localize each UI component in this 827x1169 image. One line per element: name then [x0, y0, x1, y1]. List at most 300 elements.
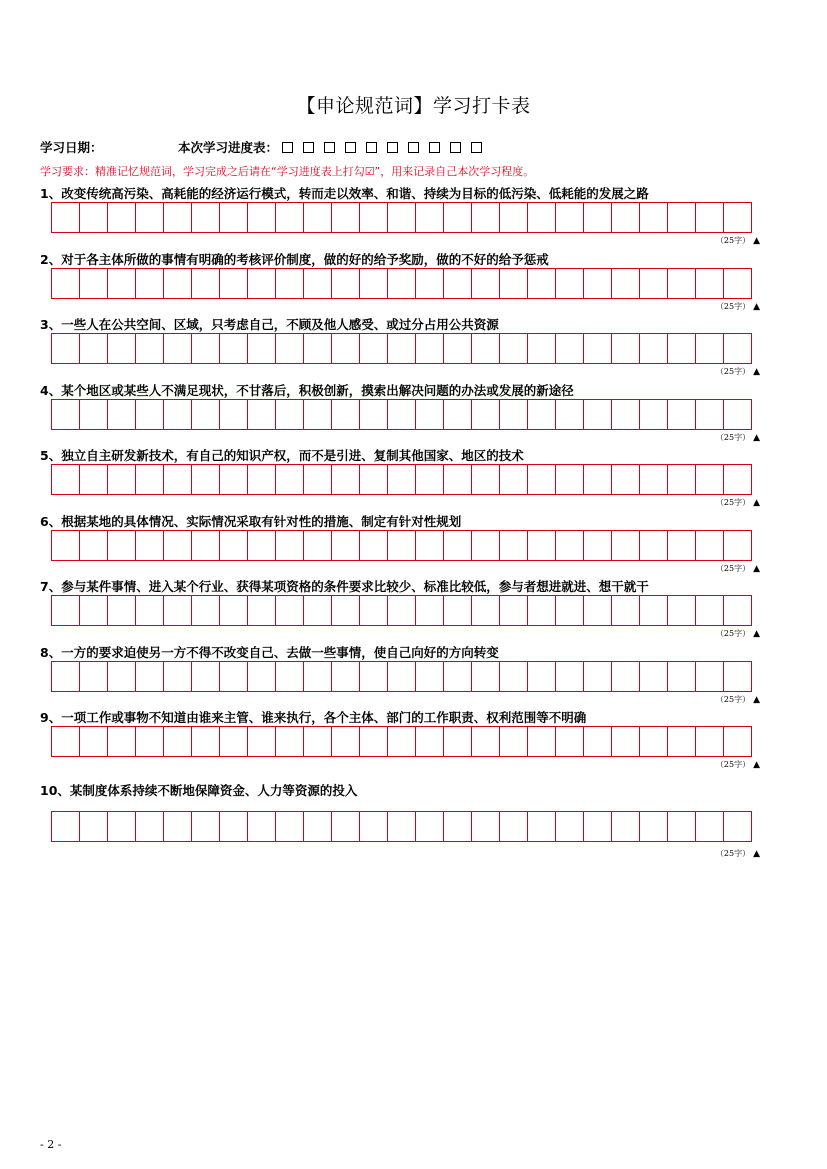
char-count-label: （25字）: [715, 564, 751, 573]
answer-cell[interactable]: [360, 334, 388, 364]
char-count-label: （25字）: [715, 498, 751, 507]
answer-cell[interactable]: [668, 727, 696, 757]
answer-cell[interactable]: [360, 812, 388, 842]
answer-cell[interactable]: [164, 465, 192, 495]
answer-cell[interactable]: [472, 531, 500, 561]
answer-cell[interactable]: [724, 727, 752, 757]
answer-cell[interactable]: [612, 465, 640, 495]
answer-cell[interactable]: [640, 812, 668, 842]
char-count: [716, 628, 760, 639]
answer-cell[interactable]: [332, 812, 360, 842]
study-requirement: 学习要求：精准记忆规范词，学习完成之后请在“学习进度表上打勾☑”，用来记录自己本次学习程度。: [40, 165, 535, 178]
answer-cell[interactable]: [724, 596, 752, 626]
answer-cell[interactable]: [416, 596, 444, 626]
answer-cell[interactable]: [388, 812, 416, 842]
char-count-label: （25字）: [715, 236, 751, 245]
answer-cell[interactable]: [388, 203, 416, 233]
answer-cell[interactable]: [696, 727, 724, 757]
answer-cell[interactable]: [220, 596, 248, 626]
answer-cell[interactable]: [136, 465, 164, 495]
answer-cell[interactable]: [640, 334, 668, 364]
answer-cell[interactable]: [108, 596, 136, 626]
char-count-label: （25字）: [715, 433, 751, 442]
answer-cell[interactable]: [304, 596, 332, 626]
answer-cell[interactable]: [80, 400, 108, 430]
answer-cell[interactable]: [108, 727, 136, 757]
char-count: [716, 848, 760, 859]
answer-cell[interactable]: [108, 531, 136, 561]
answer-cell[interactable]: [528, 203, 556, 233]
answer-cell[interactable]: [668, 662, 696, 692]
answer-cell[interactable]: [472, 662, 500, 692]
answer-cell[interactable]: [444, 727, 472, 757]
answer-cell[interactable]: [248, 400, 276, 430]
answer-cell[interactable]: [416, 662, 444, 692]
answer-cell[interactable]: [612, 531, 640, 561]
progress-checkboxes: [278, 142, 492, 153]
answer-cell[interactable]: [192, 465, 220, 495]
answer-cell[interactable]: [612, 662, 640, 692]
answer-cell[interactable]: [332, 465, 360, 495]
answer-cell[interactable]: [332, 596, 360, 626]
progress-checkbox[interactable]: [345, 142, 356, 153]
answer-cell[interactable]: [724, 812, 752, 842]
answer-cell[interactable]: [332, 334, 360, 364]
answer-cell[interactable]: [528, 596, 556, 626]
answer-cell[interactable]: [640, 596, 668, 626]
answer-cell[interactable]: [696, 596, 724, 626]
answer-cell[interactable]: [164, 662, 192, 692]
answer-cell[interactable]: [80, 465, 108, 495]
answer-cell[interactable]: [304, 727, 332, 757]
triangle-icon: ▲: [753, 760, 760, 770]
answer-cell[interactable]: [52, 465, 80, 495]
answer-cell[interactable]: [528, 812, 556, 842]
answer-cell[interactable]: [52, 269, 80, 299]
answer-cell[interactable]: [444, 400, 472, 430]
answer-cell[interactable]: [136, 727, 164, 757]
answer-cell[interactable]: [304, 531, 332, 561]
answer-grid: [51, 399, 752, 430]
answer-cell[interactable]: [556, 269, 584, 299]
answer-cell[interactable]: [52, 531, 80, 561]
answer-cell[interactable]: [52, 203, 80, 233]
answer-grid: [51, 811, 752, 842]
progress-checkbox[interactable]: [366, 142, 377, 153]
answer-cell[interactable]: [192, 596, 220, 626]
answer-cell[interactable]: [416, 727, 444, 757]
answer-cell[interactable]: [472, 334, 500, 364]
answer-cell[interactable]: [584, 662, 612, 692]
progress-checkbox[interactable]: [282, 142, 293, 153]
answer-cell[interactable]: [696, 465, 724, 495]
answer-cell[interactable]: [472, 465, 500, 495]
answer-cell[interactable]: [500, 812, 528, 842]
answer-cell[interactable]: [696, 400, 724, 430]
answer-cell[interactable]: [108, 269, 136, 299]
question-text: 10、某制度体系持续不断地保障资金、人力等资源的投入: [40, 783, 358, 798]
answer-cell[interactable]: [416, 812, 444, 842]
answer-cell[interactable]: [304, 334, 332, 364]
answer-cell[interactable]: [472, 596, 500, 626]
progress-checkbox[interactable]: [429, 142, 440, 153]
question-text: 3、一些人在公共空间、区域，只考虑自己，不顾及他人感受、或过分占用公共资源: [40, 317, 499, 332]
answer-cell[interactable]: [192, 334, 220, 364]
answer-cell[interactable]: [416, 400, 444, 430]
answer-cell[interactable]: [248, 812, 276, 842]
answer-cell[interactable]: [80, 531, 108, 561]
answer-cell[interactable]: [528, 662, 556, 692]
answer-cell[interactable]: [584, 531, 612, 561]
answer-cell[interactable]: [136, 662, 164, 692]
answer-cell[interactable]: [500, 662, 528, 692]
answer-cell[interactable]: [220, 662, 248, 692]
answer-cell[interactable]: [584, 812, 612, 842]
answer-cell[interactable]: [444, 269, 472, 299]
answer-cell[interactable]: [668, 203, 696, 233]
answer-cell[interactable]: [668, 812, 696, 842]
answer-cell[interactable]: [220, 531, 248, 561]
answer-cell[interactable]: [164, 596, 192, 626]
answer-cell[interactable]: [108, 812, 136, 842]
triangle-icon: ▲: [753, 302, 760, 312]
answer-cell[interactable]: [528, 727, 556, 757]
answer-cell[interactable]: [528, 531, 556, 561]
answer-cell[interactable]: [640, 531, 668, 561]
answer-cell[interactable]: [668, 400, 696, 430]
answer-cell[interactable]: [192, 269, 220, 299]
answer-cell[interactable]: [304, 812, 332, 842]
answer-cell[interactable]: [276, 727, 304, 757]
answer-cell[interactable]: [80, 203, 108, 233]
answer-cell[interactable]: [276, 531, 304, 561]
answer-cell[interactable]: [248, 203, 276, 233]
answer-cell[interactable]: [52, 812, 80, 842]
char-count: [716, 563, 760, 574]
answer-cell[interactable]: [528, 334, 556, 364]
answer-cell[interactable]: [332, 400, 360, 430]
answer-grid: [51, 530, 752, 561]
answer-cell[interactable]: [584, 400, 612, 430]
answer-cell[interactable]: [108, 334, 136, 364]
answer-cell[interactable]: [416, 269, 444, 299]
answer-cell[interactable]: [136, 400, 164, 430]
answer-cell[interactable]: [444, 465, 472, 495]
answer-cell[interactable]: [108, 662, 136, 692]
char-count: [716, 759, 760, 770]
answer-cell[interactable]: [668, 465, 696, 495]
answer-cell[interactable]: [52, 400, 80, 430]
answer-cell[interactable]: [136, 596, 164, 626]
answer-cell[interactable]: [164, 203, 192, 233]
answer-cell[interactable]: [584, 203, 612, 233]
answer-cell[interactable]: [472, 203, 500, 233]
answer-cell[interactable]: [388, 596, 416, 626]
answer-cell[interactable]: [164, 812, 192, 842]
answer-cell[interactable]: [360, 662, 388, 692]
answer-cell[interactable]: [80, 269, 108, 299]
answer-cell[interactable]: [276, 662, 304, 692]
answer-cell[interactable]: [136, 531, 164, 561]
answer-cell[interactable]: [612, 596, 640, 626]
answer-cell[interactable]: [360, 465, 388, 495]
answer-cell[interactable]: [52, 662, 80, 692]
answer-cell[interactable]: [80, 812, 108, 842]
answer-cell[interactable]: [640, 662, 668, 692]
answer-cell[interactable]: [388, 400, 416, 430]
answer-cell[interactable]: [528, 269, 556, 299]
answer-cell[interactable]: [724, 531, 752, 561]
answer-cell[interactable]: [304, 400, 332, 430]
answer-cell[interactable]: [724, 465, 752, 495]
answer-cell[interactable]: [248, 465, 276, 495]
answer-cell[interactable]: [500, 400, 528, 430]
answer-cell[interactable]: [612, 812, 640, 842]
answer-cell[interactable]: [724, 269, 752, 299]
answer-cell[interactable]: [360, 400, 388, 430]
answer-cell[interactable]: [248, 727, 276, 757]
answer-cell[interactable]: [444, 596, 472, 626]
answer-cell[interactable]: [556, 400, 584, 430]
answer-cell[interactable]: [640, 400, 668, 430]
answer-cell[interactable]: [416, 531, 444, 561]
answer-cell[interactable]: [556, 465, 584, 495]
answer-cell[interactable]: [668, 269, 696, 299]
answer-cell[interactable]: [696, 203, 724, 233]
answer-cell[interactable]: [388, 727, 416, 757]
answer-cell[interactable]: [164, 531, 192, 561]
answer-cell[interactable]: [192, 662, 220, 692]
answer-cell[interactable]: [80, 727, 108, 757]
answer-cell[interactable]: [528, 400, 556, 430]
char-count: [716, 235, 760, 246]
triangle-icon: ▲: [753, 498, 760, 508]
answer-cell[interactable]: [192, 400, 220, 430]
answer-cell[interactable]: [444, 334, 472, 364]
answer-cell[interactable]: [276, 203, 304, 233]
answer-cell[interactable]: [360, 269, 388, 299]
answer-cell[interactable]: [220, 727, 248, 757]
answer-cell[interactable]: [52, 727, 80, 757]
answer-cell[interactable]: [640, 727, 668, 757]
answer-cell[interactable]: [388, 531, 416, 561]
answer-cell[interactable]: [416, 334, 444, 364]
answer-cell[interactable]: [276, 465, 304, 495]
answer-cell[interactable]: [612, 727, 640, 757]
answer-cell[interactable]: [388, 269, 416, 299]
char-count-label: （25字）: [715, 695, 751, 704]
answer-cell[interactable]: [500, 203, 528, 233]
char-count: [716, 301, 760, 312]
answer-cell[interactable]: [304, 465, 332, 495]
answer-cell[interactable]: [612, 334, 640, 364]
answer-cell[interactable]: [724, 334, 752, 364]
answer-cell[interactable]: [640, 465, 668, 495]
answer-cell[interactable]: [500, 334, 528, 364]
answer-cell[interactable]: [276, 334, 304, 364]
answer-cell[interactable]: [136, 334, 164, 364]
answer-cell[interactable]: [584, 596, 612, 626]
answer-cell[interactable]: [220, 465, 248, 495]
answer-cell[interactable]: [668, 596, 696, 626]
progress-label: 本次学习进度表：: [178, 140, 279, 155]
answer-cell[interactable]: [80, 334, 108, 364]
answer-cell[interactable]: [164, 334, 192, 364]
answer-cell[interactable]: [248, 662, 276, 692]
answer-cell[interactable]: [668, 334, 696, 364]
answer-cell[interactable]: [220, 269, 248, 299]
answer-cell[interactable]: [724, 662, 752, 692]
answer-cell[interactable]: [556, 531, 584, 561]
answer-cell[interactable]: [276, 400, 304, 430]
answer-cell[interactable]: [332, 269, 360, 299]
question-text: 8、一方的要求迫使另一方不得不改变自己、去做一些事情，使自己向好的方向转变: [40, 645, 499, 660]
progress-checkbox[interactable]: [408, 142, 419, 153]
answer-cell[interactable]: [416, 465, 444, 495]
answer-grid: [51, 726, 752, 757]
char-count: [716, 432, 760, 443]
answer-cell[interactable]: [472, 812, 500, 842]
answer-cell[interactable]: [192, 203, 220, 233]
answer-cell[interactable]: [584, 727, 612, 757]
char-count-label: （25字）: [715, 302, 751, 311]
answer-cell[interactable]: [360, 203, 388, 233]
answer-cell[interactable]: [584, 465, 612, 495]
answer-cell[interactable]: [276, 269, 304, 299]
answer-cell[interactable]: [80, 596, 108, 626]
answer-cell[interactable]: [360, 531, 388, 561]
answer-cell[interactable]: [136, 203, 164, 233]
answer-grid: [51, 661, 752, 692]
answer-cell[interactable]: [164, 400, 192, 430]
answer-cell[interactable]: [360, 727, 388, 757]
answer-cell[interactable]: [164, 727, 192, 757]
answer-cell[interactable]: [640, 269, 668, 299]
answer-cell[interactable]: [500, 596, 528, 626]
answer-cell[interactable]: [220, 203, 248, 233]
answer-cell[interactable]: [584, 334, 612, 364]
answer-cell[interactable]: [108, 400, 136, 430]
answer-cell[interactable]: [276, 812, 304, 842]
answer-cell[interactable]: [248, 596, 276, 626]
answer-cell[interactable]: [696, 812, 724, 842]
answer-cell[interactable]: [696, 334, 724, 364]
answer-cell[interactable]: [472, 269, 500, 299]
answer-cell[interactable]: [444, 531, 472, 561]
answer-cell[interactable]: [304, 662, 332, 692]
triangle-icon: ▲: [753, 695, 760, 705]
answer-cell[interactable]: [556, 596, 584, 626]
question-text: 5、独立自主研发新技术，有自己的知识产权，而不是引进、复制其他国家、地区的技术: [40, 448, 524, 463]
answer-cell[interactable]: [332, 662, 360, 692]
answer-cell[interactable]: [668, 531, 696, 561]
answer-cell[interactable]: [612, 400, 640, 430]
answer-cell[interactable]: [556, 812, 584, 842]
progress-checkbox[interactable]: [450, 142, 461, 153]
answer-cell[interactable]: [724, 400, 752, 430]
char-count-label: （25字）: [715, 629, 751, 638]
answer-cell[interactable]: [332, 727, 360, 757]
answer-cell[interactable]: [640, 203, 668, 233]
answer-cell[interactable]: [612, 203, 640, 233]
answer-cell[interactable]: [220, 334, 248, 364]
progress-checkbox[interactable]: [387, 142, 398, 153]
answer-cell[interactable]: [136, 812, 164, 842]
triangle-icon: ▲: [753, 849, 760, 859]
answer-cell[interactable]: [108, 203, 136, 233]
answer-cell[interactable]: [248, 269, 276, 299]
answer-cell[interactable]: [500, 531, 528, 561]
answer-cell[interactable]: [192, 812, 220, 842]
answer-cell[interactable]: [304, 203, 332, 233]
answer-cell[interactable]: [444, 812, 472, 842]
answer-cell[interactable]: [724, 203, 752, 233]
answer-grid: [51, 595, 752, 626]
answer-cell[interactable]: [276, 596, 304, 626]
answer-cell[interactable]: [108, 465, 136, 495]
progress-checkbox[interactable]: [471, 142, 482, 153]
answer-grid: [51, 333, 752, 364]
triangle-icon: ▲: [753, 367, 760, 377]
progress-checkbox[interactable]: [324, 142, 335, 153]
triangle-icon: ▲: [753, 564, 760, 574]
answer-cell[interactable]: [248, 334, 276, 364]
answer-cell[interactable]: [500, 727, 528, 757]
answer-cell[interactable]: [444, 662, 472, 692]
answer-cell[interactable]: [192, 531, 220, 561]
answer-cell[interactable]: [416, 203, 444, 233]
answer-cell[interactable]: [248, 531, 276, 561]
answer-cell[interactable]: [304, 269, 332, 299]
answer-cell[interactable]: [220, 812, 248, 842]
question-text: 4、某个地区或某些人不满足现状，不甘落后，积极创新，摸索出解决问题的办法或发展的新途径: [40, 383, 574, 398]
answer-cell[interactable]: [388, 662, 416, 692]
answer-cell[interactable]: [528, 465, 556, 495]
answer-cell[interactable]: [556, 203, 584, 233]
answer-cell[interactable]: [332, 531, 360, 561]
char-count: [716, 366, 760, 377]
answer-cell[interactable]: [556, 662, 584, 692]
answer-cell[interactable]: [500, 269, 528, 299]
answer-cell[interactable]: [500, 465, 528, 495]
answer-cell[interactable]: [80, 662, 108, 692]
answer-cell[interactable]: [388, 334, 416, 364]
triangle-icon: ▲: [753, 236, 760, 246]
answer-cell[interactable]: [52, 334, 80, 364]
answer-cell[interactable]: [164, 269, 192, 299]
answer-cell[interactable]: [696, 531, 724, 561]
answer-grid: [51, 268, 752, 299]
progress-checkbox[interactable]: [303, 142, 314, 153]
answer-cell[interactable]: [584, 269, 612, 299]
answer-cell[interactable]: [696, 662, 724, 692]
answer-cell[interactable]: [388, 465, 416, 495]
answer-cell[interactable]: [444, 203, 472, 233]
answer-cell[interactable]: [136, 269, 164, 299]
answer-cell[interactable]: [360, 596, 388, 626]
answer-cell[interactable]: [332, 203, 360, 233]
answer-cell[interactable]: [612, 269, 640, 299]
answer-cell[interactable]: [472, 727, 500, 757]
answer-cell[interactable]: [696, 269, 724, 299]
answer-cell[interactable]: [220, 400, 248, 430]
answer-cell[interactable]: [192, 727, 220, 757]
answer-cell[interactable]: [52, 596, 80, 626]
answer-cell[interactable]: [556, 727, 584, 757]
answer-cell[interactable]: [472, 400, 500, 430]
question-text: 2、对于各主体所做的事情有明确的考核评价制度，做的好的给予奖励，做的不好的给予惩戒: [40, 252, 549, 267]
answer-cell[interactable]: [556, 334, 584, 364]
